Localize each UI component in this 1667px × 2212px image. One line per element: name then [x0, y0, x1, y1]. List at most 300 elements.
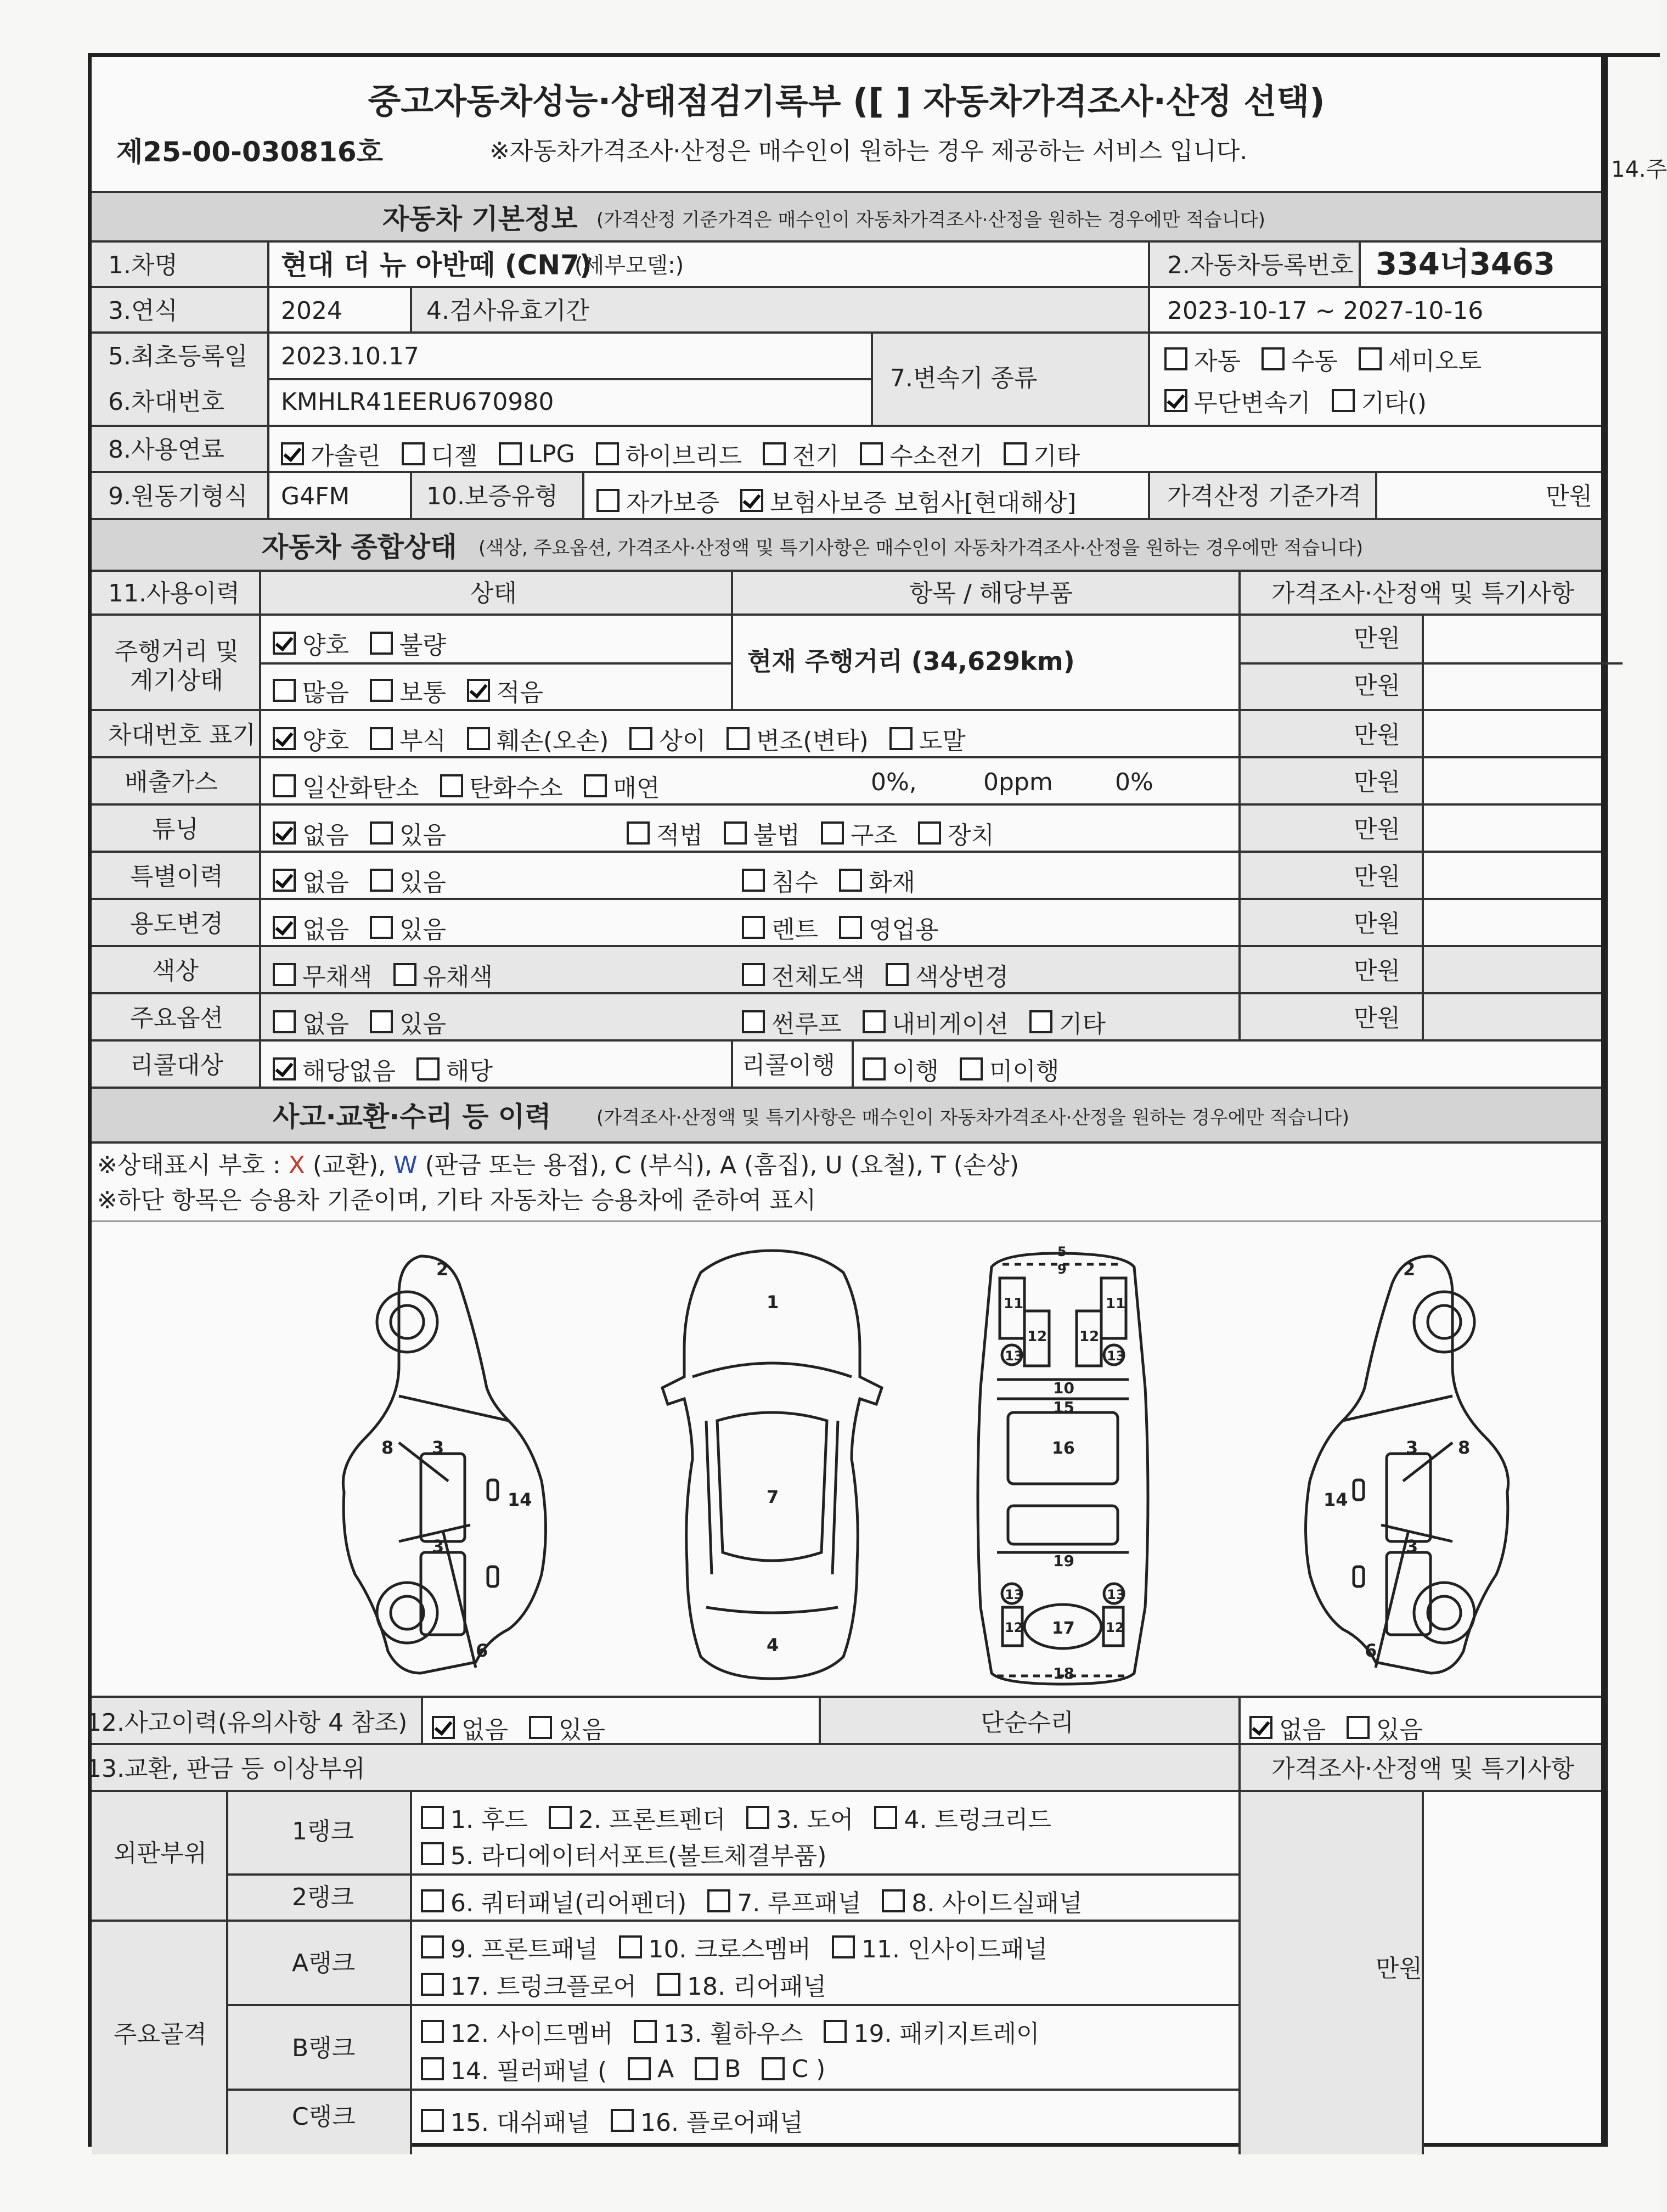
- tuning-price-unit: 만원: [1354, 815, 1401, 843]
- emission-hc-value: 0ppm: [983, 768, 1053, 796]
- simple-repair-none-label: 없음: [1279, 1716, 1326, 1744]
- part-package-tray[interactable]: [824, 2014, 1039, 2049]
- trans-semi-auto-checkbox[interactable]: [1359, 347, 1382, 370]
- part-rear-panel-checkbox[interactable]: [657, 1973, 680, 1996]
- trans-auto[interactable]: [1164, 341, 1241, 376]
- fuel-gasoline-checkbox[interactable]: [281, 442, 304, 465]
- car-name-label: 1.차명: [108, 251, 178, 279]
- emission-co-checkbox[interactable]: [273, 774, 296, 797]
- trans-auto-checkbox[interactable]: [1164, 347, 1187, 370]
- mileage-bad[interactable]: [370, 626, 446, 661]
- rank-c-label: C랭크: [292, 2103, 356, 2131]
- tuning-structure[interactable]: [821, 815, 897, 851]
- fuel-options: [281, 436, 1101, 471]
- warranty-self-label: 자가보증: [626, 489, 720, 517]
- part-pillar-b[interactable]: [695, 2055, 741, 2083]
- part-trunk-lid[interactable]: [874, 1800, 1051, 1835]
- tuning-legal-checkbox[interactable]: [627, 821, 650, 845]
- vin-mark-corrosion-checkbox[interactable]: [370, 727, 393, 750]
- part-rear-panel-label: 18. 리어패널: [686, 1973, 826, 2001]
- part-floor-panel[interactable]: [611, 2103, 803, 2138]
- color-full-paint-checkbox[interactable]: [742, 963, 765, 986]
- part-pillar-panel[interactable]: [421, 2051, 607, 2086]
- trans-manual-label: 수동: [1291, 347, 1338, 375]
- diagram-number-12-d: 12: [1106, 1620, 1124, 1635]
- tuning-illegal-checkbox[interactable]: [724, 821, 747, 845]
- legend-w-text: (판금 또는 용접), C (부식), A (흠집), U (요철), T (손상): [417, 1151, 1020, 1179]
- part-side-member[interactable]: [421, 2014, 613, 2049]
- trans-cvt[interactable]: [1164, 383, 1311, 418]
- trans-other-checkbox[interactable]: [1332, 389, 1355, 412]
- left-side-view: [343, 1256, 545, 1673]
- part-door-checkbox[interactable]: [746, 1806, 769, 1829]
- col-state: 상태: [470, 579, 517, 607]
- special-fire[interactable]: [839, 863, 915, 898]
- tuning-none-label: 없음: [302, 821, 350, 849]
- emission-row: [92, 758, 1601, 806]
- recall-applicable[interactable]: [416, 1051, 493, 1087]
- part-pillar-c-label: C ): [791, 2055, 826, 2083]
- basic-row-3-4: [92, 334, 1601, 425]
- accident-exists[interactable]: [529, 1710, 605, 1745]
- usage-rent[interactable]: [742, 910, 818, 945]
- option-other-checkbox[interactable]: [1029, 1010, 1052, 1033]
- part-floor-panel-checkbox[interactable]: [611, 2109, 634, 2132]
- color-full-paint[interactable]: [742, 957, 865, 992]
- accident-none-checkbox[interactable]: [432, 1716, 455, 1739]
- vin-mark-good[interactable]: [273, 721, 349, 756]
- part-pillar-a-checkbox[interactable]: [628, 2057, 651, 2080]
- recall-none[interactable]: [273, 1051, 396, 1087]
- fuel-other-label: 기타: [1033, 442, 1080, 470]
- car-diagram: [92, 1223, 1601, 1695]
- mileage-few[interactable]: [467, 673, 543, 708]
- diagram-number-13-b: 13: [1107, 1348, 1125, 1364]
- vin-mark-options: [273, 721, 987, 756]
- warranty-insurance[interactable]: [740, 483, 1076, 518]
- status-title: 자동차 종합상태: [262, 531, 457, 563]
- main-option-price-unit: 만원: [1354, 1004, 1401, 1032]
- part-pillar-panel-label: 14. 필러패널 (: [450, 2057, 607, 2085]
- vin-mark-damage[interactable]: [467, 721, 609, 756]
- parts-price-head: 가격조사·산정액 및 특기사항: [1271, 1755, 1575, 1783]
- special-options: [273, 863, 467, 898]
- trans-semi-auto[interactable]: [1359, 341, 1482, 376]
- diagram-number-4: 4: [767, 1635, 779, 1656]
- usage-none-label: 없음: [302, 916, 350, 944]
- part-pillar-c[interactable]: [762, 2055, 825, 2083]
- special-fire-checkbox[interactable]: [839, 869, 862, 892]
- tuning-exists[interactable]: [370, 815, 446, 851]
- option-none[interactable]: [273, 1004, 349, 1039]
- rank-2-label: 2랭크: [292, 1883, 354, 1911]
- color-achromatic[interactable]: [273, 957, 373, 992]
- special-exists[interactable]: [370, 863, 446, 898]
- diagram-number-12-a: 12: [1027, 1329, 1047, 1345]
- part-door-label: 3. 도어: [776, 1806, 854, 1834]
- color-achromatic-checkbox[interactable]: [273, 963, 296, 986]
- option-sunroof[interactable]: [742, 1004, 842, 1039]
- fuel-diesel-checkbox[interactable]: [402, 442, 425, 465]
- main-option-row: [92, 994, 1601, 1042]
- rank-c-options: [421, 2103, 824, 2138]
- rank-b-options-2: [421, 2051, 846, 2086]
- warranty-self-checkbox[interactable]: [596, 489, 620, 512]
- diagram-number-2-right: 2: [1403, 1259, 1416, 1280]
- recall-not-done[interactable]: [960, 1051, 1060, 1087]
- color-options: [273, 957, 514, 992]
- diagram-number-7: 7: [767, 1487, 779, 1507]
- special-history-row: [92, 853, 1601, 900]
- part-door[interactable]: [746, 1800, 853, 1835]
- accident-none[interactable]: [432, 1710, 508, 1745]
- usage-price-unit: 만원: [1354, 910, 1401, 938]
- fuel-hydrogen-label: 수소전기: [889, 442, 983, 470]
- emission-co-value: 0%,: [871, 768, 917, 796]
- mileage-good-label: 양호: [302, 632, 350, 660]
- main-frame-label: 주요골격: [114, 2020, 207, 2048]
- right-side-view: [1306, 1256, 1508, 1673]
- special-exists-checkbox[interactable]: [370, 869, 393, 892]
- part-front-fender-checkbox[interactable]: [549, 1806, 572, 1829]
- fuel-hydrogen[interactable]: [860, 436, 983, 471]
- accident-exists-label: 있음: [559, 1716, 606, 1744]
- accident-history-label: 12.사고이력(유의사항 4 참조): [86, 1709, 408, 1737]
- legend-note: ※하단 항목은 승용차 기준이며, 기타 자동차는 승용차에 준하여 표시: [97, 1186, 816, 1214]
- part-front-fender[interactable]: [549, 1800, 726, 1835]
- tuning-row: [92, 806, 1601, 853]
- part-radiator-support[interactable]: [421, 1836, 826, 1871]
- mileage-good[interactable]: [273, 626, 349, 661]
- diagram-number-5: 5: [1057, 1244, 1067, 1259]
- usage-options: [273, 910, 467, 945]
- part-trunk-lid-label: 4. 트렁크리드: [904, 1806, 1051, 1834]
- usage-exists-checkbox[interactable]: [370, 916, 393, 939]
- fuel-gasoline-label: 가솔린: [311, 442, 381, 470]
- color-price-unit: 만원: [1354, 957, 1401, 985]
- inspection-validity-value: 2023-10-17 ~ 2027-10-16: [1167, 297, 1484, 325]
- warranty-options: [596, 483, 1097, 518]
- diagram-number-11-right: 11: [1106, 1296, 1126, 1312]
- part-hood[interactable]: [421, 1800, 528, 1835]
- rank-a-options-2: [421, 1967, 847, 2002]
- usage-change-row: [92, 900, 1601, 947]
- rank-b-options-1: [421, 2014, 1060, 2049]
- fuel-lpg-checkbox[interactable]: [499, 442, 522, 465]
- part-pillar-panel-checkbox[interactable]: [421, 2057, 444, 2080]
- legend-w-symbol: W: [393, 1151, 418, 1179]
- special-none-label: 없음: [302, 869, 350, 897]
- fuel-electric-checkbox[interactable]: [763, 442, 786, 465]
- fuel-label: 8.사용연료: [108, 436, 224, 464]
- tuning-illegal[interactable]: [724, 815, 800, 851]
- tuning-device-checkbox[interactable]: [918, 821, 941, 845]
- rank-1-label: 1랭크: [292, 1817, 354, 1845]
- status-header: [92, 520, 1601, 572]
- document-number: 제25-00-030816호: [116, 136, 384, 168]
- option-none-checkbox[interactable]: [273, 1010, 296, 1033]
- part-cross-member-checkbox[interactable]: [619, 1935, 642, 1958]
- part-package-tray-checkbox[interactable]: [824, 2020, 847, 2043]
- part-cross-member-label: 10. 크로스멤버: [648, 1935, 811, 1963]
- fuel-other-checkbox[interactable]: [1004, 442, 1027, 465]
- usage-none-checkbox[interactable]: [273, 916, 296, 939]
- part-pillar-c-checkbox[interactable]: [762, 2057, 785, 2080]
- recall-applicable-checkbox[interactable]: [416, 1057, 440, 1080]
- color-change-label: 색상변경: [915, 963, 1009, 991]
- next-page-label: 14.주: [1611, 157, 1667, 182]
- accident-header: [92, 1089, 1601, 1144]
- vin-mark-corrosion[interactable]: [370, 721, 446, 756]
- emission-hc-checkbox[interactable]: [440, 774, 463, 797]
- mileage-good-checkbox[interactable]: [273, 632, 296, 655]
- main-option-detail-options: [742, 1004, 1127, 1039]
- part-rear-panel[interactable]: [657, 1967, 826, 2002]
- fuel-hybrid-label: 하이브리드: [625, 442, 742, 470]
- rank-a-label: A랭크: [292, 1949, 356, 1977]
- diagram-number-8-right: 8: [1458, 1437, 1471, 1458]
- part-quarter-panel-checkbox[interactable]: [421, 1889, 444, 1912]
- usage-business[interactable]: [839, 910, 939, 945]
- special-price-unit: 만원: [1354, 863, 1401, 891]
- part-pillar-b-checkbox[interactable]: [695, 2057, 718, 2080]
- trans-auto-label: 자동: [1194, 347, 1241, 375]
- vin-mark-price-unit: 만원: [1354, 721, 1401, 749]
- vin-mark-mismatch-checkbox[interactable]: [629, 727, 652, 750]
- part-radiator-support-label: 5. 라디에이터서포트(볼트체결부품): [450, 1842, 827, 1870]
- option-other[interactable]: [1029, 1004, 1106, 1039]
- emission-smoke-value: 0%: [1115, 768, 1153, 796]
- fuel-lpg-label: LPG: [528, 440, 575, 468]
- fuel-hybrid[interactable]: [596, 436, 742, 471]
- recall-row: [92, 1042, 1601, 1089]
- transmission-label: 7.변속기 종류: [890, 364, 1038, 392]
- special-history-label: 특별이력: [130, 863, 224, 891]
- part-front-panel-checkbox[interactable]: [421, 1935, 444, 1958]
- part-package-tray-label: 19. 패키지트레이: [853, 2020, 1040, 2048]
- simple-repair-none-checkbox[interactable]: [1249, 1716, 1272, 1739]
- fuel-electric[interactable]: [763, 436, 839, 471]
- basic-info-title: 자동차 기본정보: [382, 203, 578, 235]
- usage-exists[interactable]: [370, 910, 446, 945]
- part-inside-panel[interactable]: [832, 1929, 1047, 1965]
- color-change[interactable]: [886, 957, 1009, 992]
- mileage-normal[interactable]: [370, 673, 446, 708]
- tuning-none-checkbox[interactable]: [273, 821, 296, 845]
- mileage-few-label: 적음: [497, 679, 544, 707]
- trans-other[interactable]: [1332, 383, 1427, 418]
- fuel-hydrogen-checkbox[interactable]: [860, 442, 883, 465]
- trans-manual[interactable]: [1261, 341, 1338, 376]
- accident-note: (가격조사·산정액 및 특기사항은 매수인이 자동차가격조사·산정을 원하는 경우에만 적습니다): [596, 1107, 1349, 1129]
- recall-done[interactable]: [863, 1051, 939, 1087]
- diagram-number-10: 10: [1053, 1379, 1074, 1397]
- option-navigation-checkbox[interactable]: [863, 1010, 886, 1033]
- emission-smoke[interactable]: [584, 768, 660, 803]
- mileage-price-unit-1: 만원: [1354, 624, 1401, 652]
- fuel-hybrid-checkbox[interactable]: [596, 442, 619, 465]
- part-roof-panel-label: 7. 루프패널: [737, 1889, 861, 1917]
- part-front-fender-label: 2. 프론트펜더: [578, 1806, 726, 1834]
- part-hood-checkbox[interactable]: [421, 1806, 444, 1829]
- fuel-lpg[interactable]: [499, 440, 575, 468]
- usage-none[interactable]: [273, 910, 349, 945]
- recall-not-done-label: 미이행: [989, 1057, 1060, 1085]
- transmission-options-1: [1164, 341, 1502, 376]
- part-dash-panel[interactable]: [421, 2103, 590, 2138]
- vin-mark-damage-checkbox[interactable]: [467, 727, 490, 750]
- warranty-self[interactable]: [596, 483, 719, 518]
- usage-detail-options: [742, 910, 960, 945]
- usage-business-checkbox[interactable]: [839, 916, 862, 939]
- part-side-sill-panel-label: 8. 사이드실패널: [911, 1889, 1083, 1917]
- part-cross-member[interactable]: [619, 1929, 811, 1965]
- recall-done-checkbox[interactable]: [863, 1057, 886, 1080]
- tuning-none[interactable]: [273, 815, 349, 851]
- diagram-number-8-left: 8: [381, 1437, 394, 1458]
- service-notice: ※자동차가격조사·산정은 매수인이 원하는 경우 제공하는 서비스 입니다.: [489, 137, 1248, 165]
- engine-type-label: 9.원동기형식: [108, 482, 248, 510]
- main-option-label: 주요옵션: [130, 1004, 224, 1032]
- vin-mark-good-checkbox[interactable]: [273, 727, 296, 750]
- vin-mark-mismatch[interactable]: [629, 721, 706, 756]
- diagram-number-11-left: 11: [1004, 1296, 1024, 1312]
- tuning-structure-checkbox[interactable]: [821, 821, 844, 845]
- special-exists-label: 있음: [399, 869, 447, 897]
- registration-number-label: 2.자동차등록번호: [1167, 251, 1354, 279]
- inspection-validity-label: 4.검사유효기간: [426, 297, 590, 325]
- simple-repair-exists[interactable]: [1347, 1710, 1423, 1745]
- diagram-area: [92, 1144, 1601, 1696]
- part-wheel-house-label: 13. 휠하우스: [663, 2020, 803, 2048]
- mileage-normal-checkbox[interactable]: [370, 679, 393, 702]
- status-columns: [92, 572, 1601, 616]
- tuning-exists-checkbox[interactable]: [370, 821, 393, 845]
- special-none[interactable]: [273, 863, 349, 898]
- vin-mark-altered-checkbox[interactable]: [727, 727, 750, 750]
- vin-mark-altered[interactable]: [727, 721, 868, 756]
- part-dash-panel-label: 15. 대쉬패널: [450, 2109, 590, 2137]
- parts-header-row: [86, 1745, 1601, 1792]
- diagram-number-13-d: 13: [1107, 1587, 1125, 1602]
- basic-row-1: [92, 243, 1601, 288]
- mileage-few-checkbox[interactable]: [467, 679, 490, 702]
- warranty-insurance-checkbox[interactable]: [740, 489, 763, 512]
- base-price-unit: 만원: [1546, 482, 1593, 510]
- trans-cvt-checkbox[interactable]: [1164, 389, 1187, 412]
- mileage-bad-label: 불량: [399, 632, 447, 660]
- rank-b-label: B랭크: [292, 2034, 356, 2062]
- part-pillar-b-label: B: [724, 2055, 741, 2083]
- part-roof-panel[interactable]: [707, 1883, 861, 1918]
- option-exists[interactable]: [370, 1004, 446, 1039]
- simple-repair-none[interactable]: [1249, 1710, 1326, 1745]
- tuning-detail-options: [627, 815, 1015, 851]
- rank-1-options-2: [421, 1836, 847, 1871]
- mileage-many[interactable]: [273, 673, 349, 708]
- tuning-device[interactable]: [918, 815, 994, 851]
- mileage-many-checkbox[interactable]: [273, 679, 296, 702]
- color-chromatic-checkbox[interactable]: [393, 963, 416, 986]
- sub-model-value: (세부모델:): [575, 253, 684, 278]
- form-title: 중고자동차성능·상태점검기록부 ([ ] 자동차가격조사·산정 선택): [368, 81, 1325, 121]
- usage-rent-checkbox[interactable]: [742, 916, 765, 939]
- part-quarter-panel[interactable]: [421, 1883, 686, 1918]
- color-change-checkbox[interactable]: [886, 963, 909, 986]
- option-exists-checkbox[interactable]: [370, 1010, 393, 1033]
- part-inside-panel-checkbox[interactable]: [832, 1935, 855, 1958]
- accident-title: 사고·교환·수리 등 이력: [273, 1101, 551, 1133]
- recall-label: 리콜대상: [130, 1051, 224, 1079]
- part-side-member-label: 12. 사이드멤버: [450, 2020, 613, 2048]
- emission-co[interactable]: [273, 768, 419, 803]
- part-radiator-support-checkbox[interactable]: [421, 1842, 444, 1865]
- part-side-sill-panel-checkbox[interactable]: [882, 1889, 905, 1912]
- part-side-member-checkbox[interactable]: [421, 2020, 444, 2043]
- recall-none-checkbox[interactable]: [273, 1057, 296, 1080]
- color-label: 색상: [152, 957, 199, 985]
- part-trunk-lid-checkbox[interactable]: [874, 1806, 897, 1829]
- special-none-checkbox[interactable]: [273, 869, 296, 892]
- tuning-options: [273, 815, 467, 851]
- special-flood[interactable]: [742, 863, 818, 898]
- fuel-other[interactable]: [1004, 436, 1080, 471]
- recall-do-label: 리콜이행: [742, 1051, 836, 1079]
- simple-repair-exists-checkbox[interactable]: [1347, 1716, 1370, 1739]
- part-trunk-floor-checkbox[interactable]: [421, 1973, 444, 1996]
- model-year-value: 2024: [281, 297, 342, 325]
- vin-mark-smeared[interactable]: [889, 721, 966, 756]
- fuel-diesel[interactable]: [402, 436, 478, 471]
- fuel-diesel-label: 디젤: [431, 442, 478, 470]
- part-dash-panel-checkbox[interactable]: [421, 2109, 444, 2132]
- color-achromatic-label: 무채색: [302, 963, 373, 991]
- part-wheel-house-checkbox[interactable]: [634, 2020, 657, 2043]
- tuning-exists-label: 있음: [399, 821, 447, 849]
- special-flood-checkbox[interactable]: [742, 869, 765, 892]
- color-chromatic[interactable]: [393, 957, 493, 992]
- option-sunroof-checkbox[interactable]: [742, 1010, 765, 1033]
- emission-smoke-checkbox[interactable]: [584, 774, 607, 797]
- special-detail-options: [742, 863, 936, 898]
- top-view: [662, 1251, 882, 1679]
- trans-manual-checkbox[interactable]: [1261, 347, 1285, 370]
- option-navigation[interactable]: [863, 1004, 1009, 1039]
- diagram-number-17: 17: [1052, 1619, 1075, 1638]
- mileage-label: 주행거리 및 계기상태: [114, 638, 239, 695]
- tuning-label: 튜닝: [152, 815, 199, 843]
- part-wheel-house[interactable]: [634, 2014, 803, 2049]
- option-navigation-label: 내비게이션: [892, 1010, 1009, 1038]
- tuning-legal[interactable]: [627, 815, 703, 851]
- part-trunk-floor[interactable]: [421, 1967, 637, 2002]
- emission-hc[interactable]: [440, 768, 563, 803]
- mileage-bad-checkbox[interactable]: [370, 632, 393, 655]
- recall-not-done-checkbox[interactable]: [960, 1057, 983, 1080]
- part-front-panel[interactable]: [421, 1929, 598, 1965]
- vin-mark-smeared-checkbox[interactable]: [889, 727, 913, 750]
- accident-exists-checkbox[interactable]: [529, 1716, 552, 1739]
- recall-none-label: 해당없음: [302, 1057, 396, 1085]
- part-pillar-a[interactable]: [628, 2055, 674, 2083]
- part-roof-panel-checkbox[interactable]: [707, 1889, 730, 1912]
- fuel-gasoline[interactable]: [281, 436, 381, 471]
- diagram-number-2-left: 2: [436, 1259, 449, 1280]
- rank-2-options: [421, 1883, 1103, 1918]
- mileage-state-2: [273, 673, 564, 708]
- diagram-number-14-left: 14: [508, 1489, 532, 1510]
- part-side-sill-panel[interactable]: [882, 1883, 1082, 1918]
